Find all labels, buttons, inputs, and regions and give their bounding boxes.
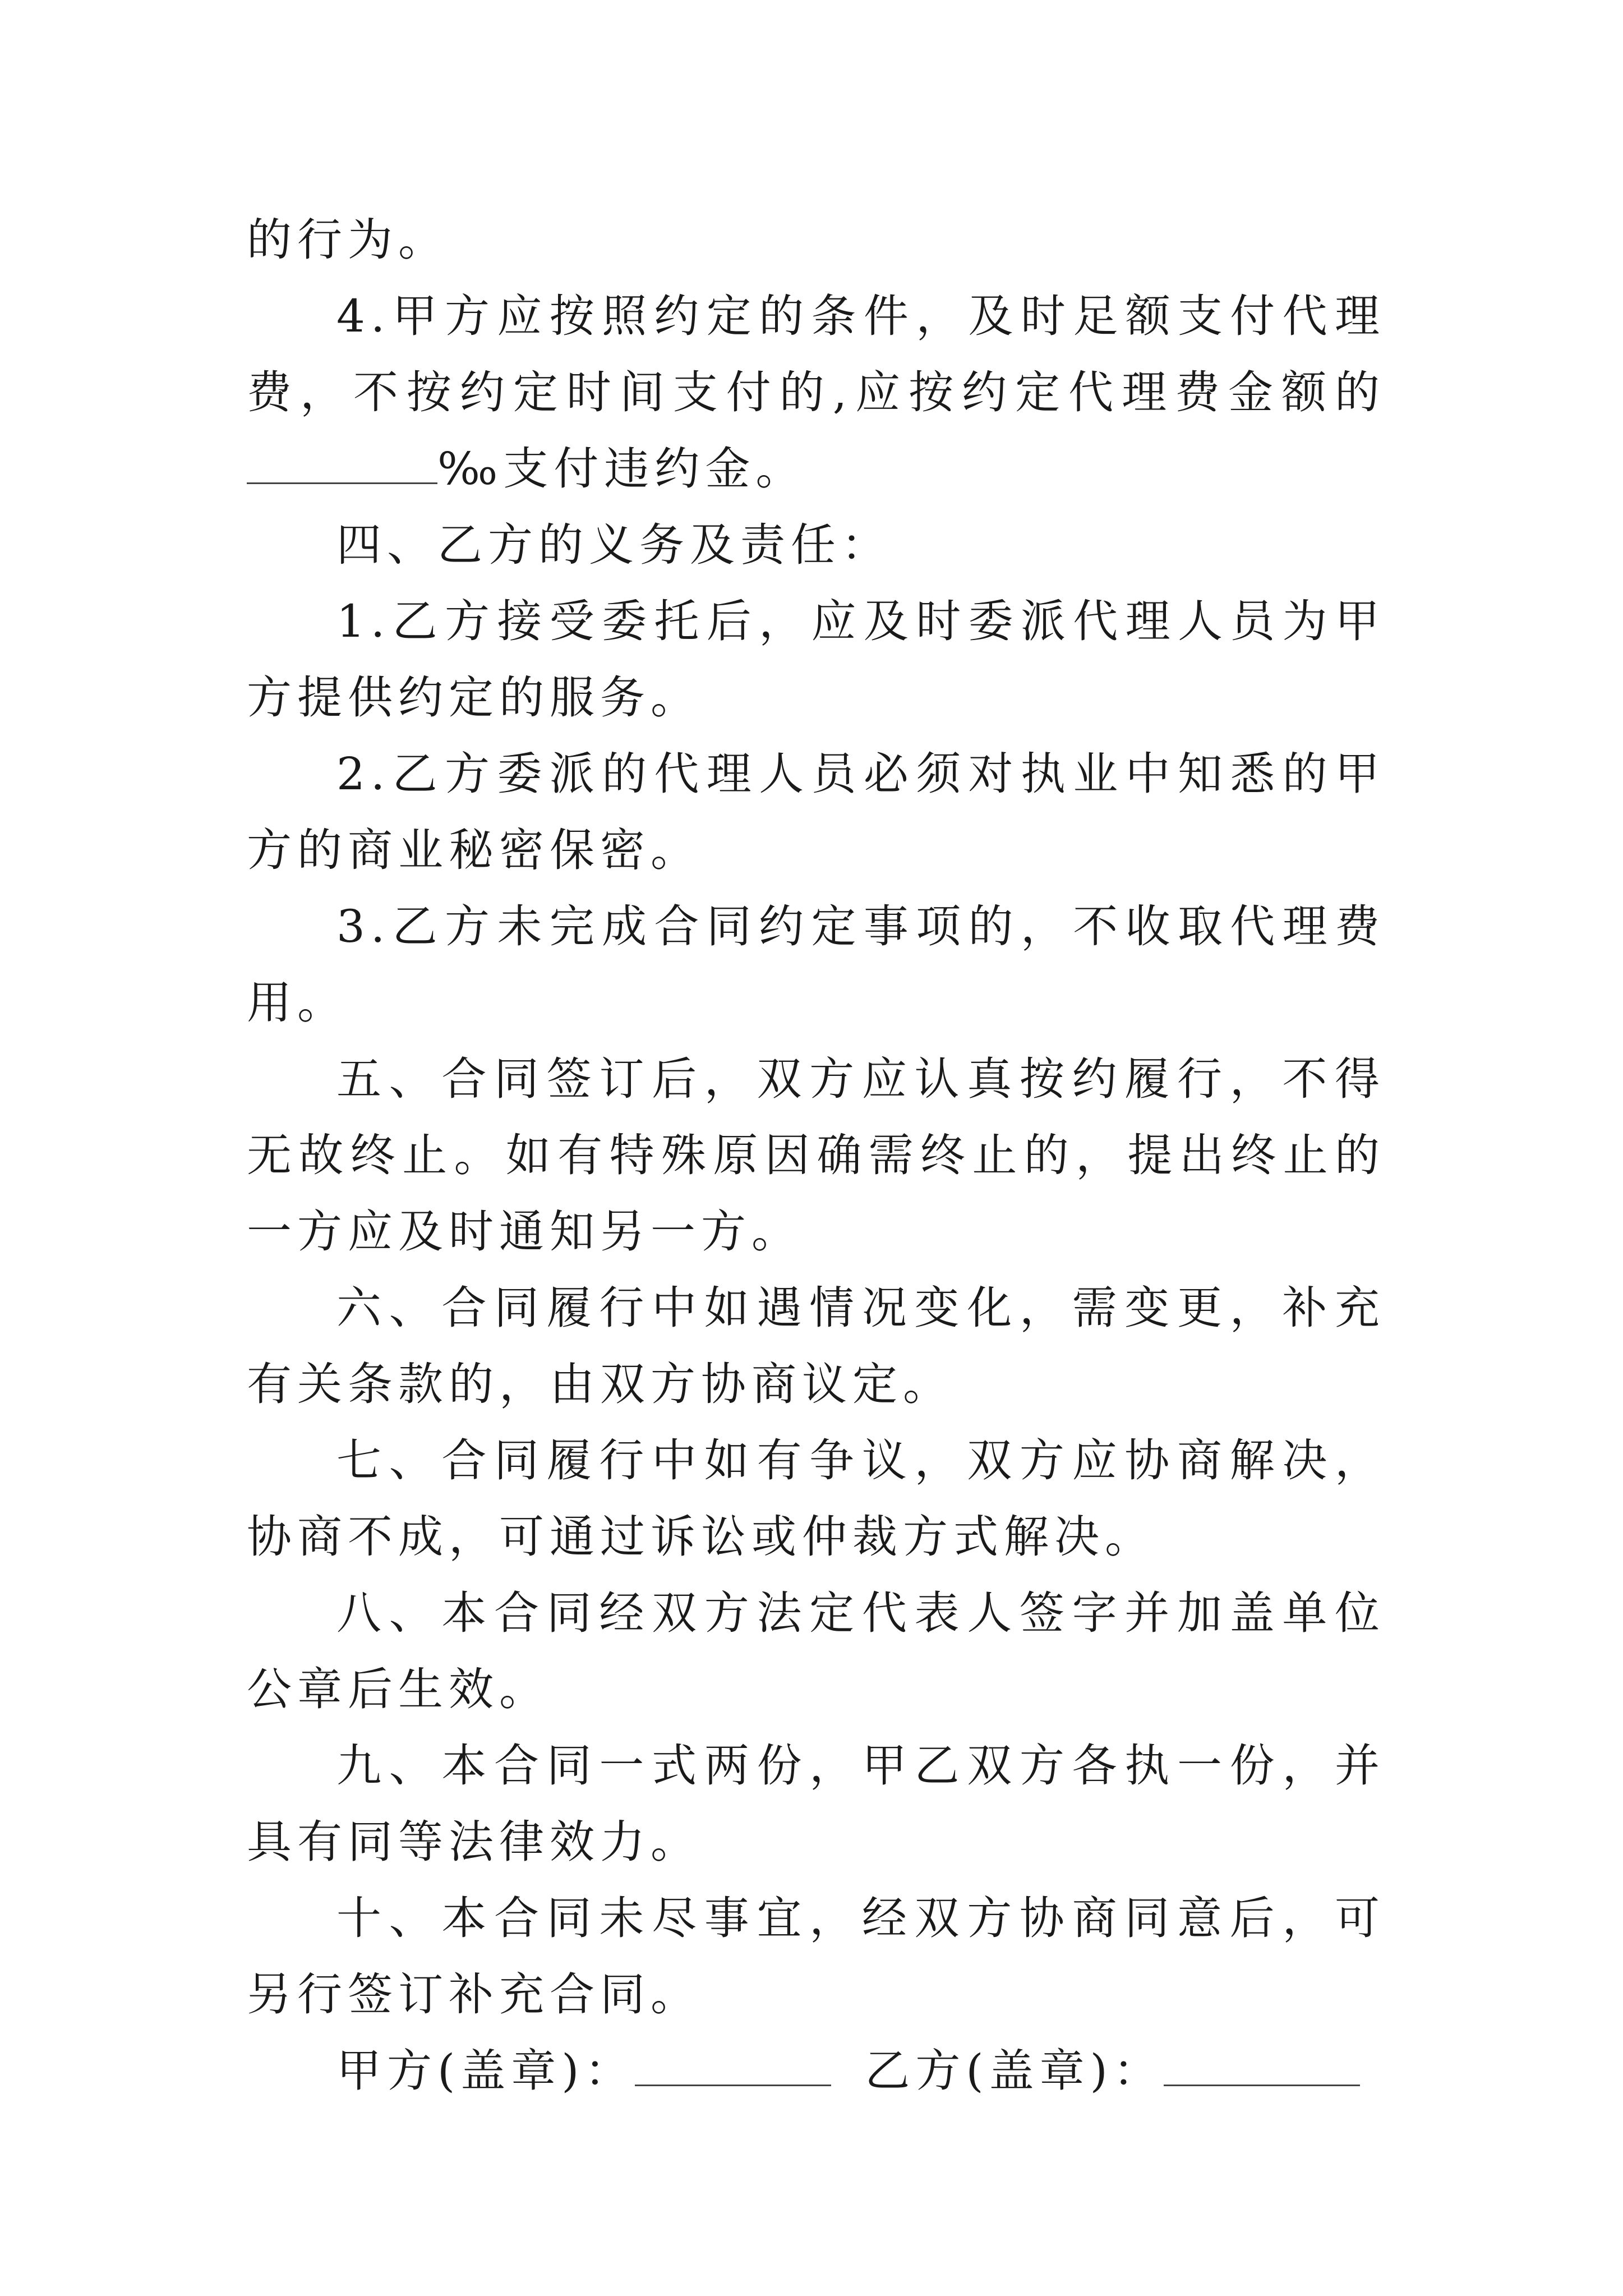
payment-clause-text-a: 4.甲方应按照约定的条件，及时足额支付代理费，不按约定时间支付的,应按约定代理费金额的 [247,290,1385,418]
penalty-rate-blank [247,443,437,484]
party-b-seal-label: 乙方(盖章)： [865,2045,1164,2097]
party-a-seal-blank [635,2045,831,2086]
paragraph-clause-9: 九、本合同一式两份，甲乙双方各执一份，并具有同等法律效力。 [247,1740,1385,1868]
paragraph-clause-7: 七、合同履行中如有争议，双方应协商解决，协商不成，可通过诉讼或仲裁方式解决。 [247,1434,1385,1563]
paragraph-clause-6: 六、合同履行中如遇情况变化，需变更，补充有关条款的，由双方协商议定。 [247,1282,1385,1410]
paragraph-obligation-3: 3.乙方未完成合同约定事项的，不收取代理费用。 [247,900,1385,1029]
paragraph-obligation-2: 2.乙方委派的代理人员必须对执业中知悉的甲方的商业秘密保密。 [247,748,1385,876]
document-page [247,202,1385,2109]
section-heading-party-b-obligations: 四、乙方的义务及责任： [336,519,892,571]
payment-clause-text-b: ‰支付违约金。 [437,443,806,495]
paragraph-payment-clause [247,278,1385,507]
paragraph-obligation-1: 1.乙方接受委托后，应及时委派代理人员为甲方提供约定的服务。 [247,595,1385,724]
signature-row [247,2033,1385,2109]
party-a-seal-label: 甲方(盖章)： [336,2045,635,2097]
paragraph-clause-8: 八、本合同经双方法定代表人签字并加盖单位公章后生效。 [247,1587,1385,1715]
paragraph-clause-5: 五、合同签订后，双方应认真按约履行，不得无故终止。如有特殊原因确需终止的，提出终止的一方应及时通知另一方。 [247,1053,1385,1258]
paragraph-continuation: 的行为。 [247,214,449,266]
paragraph-clause-10: 十、本合同未尽事宜，经双方协商同意后，可另行签订补充合同。 [247,1892,1385,2021]
party-b-seal-blank [1164,2045,1360,2086]
